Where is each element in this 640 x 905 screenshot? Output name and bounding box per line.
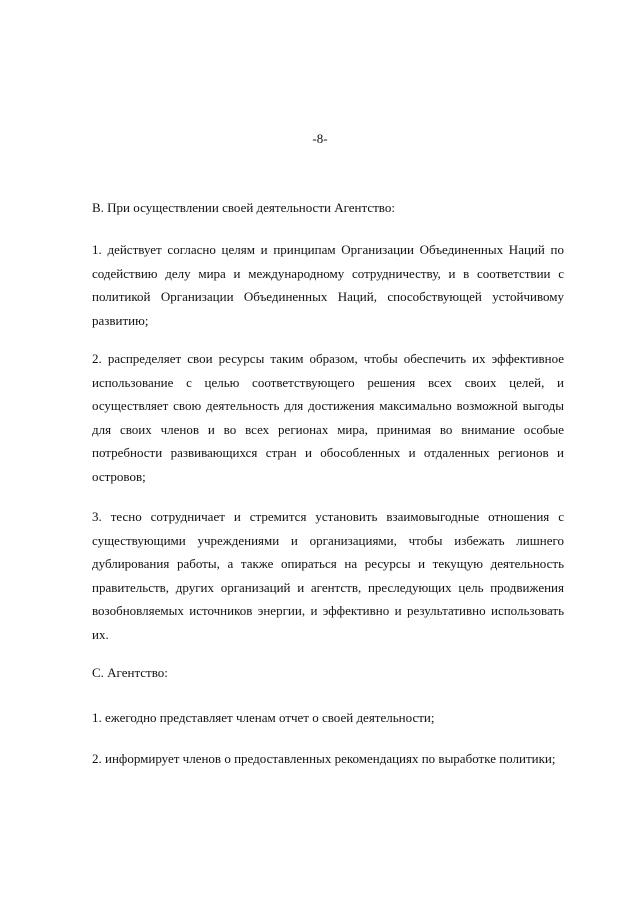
section-c-item-2: 2. информирует членов о предоставленных рекомендациях по выработке политики;	[92, 751, 556, 766]
page-number: -8-	[312, 131, 328, 146]
section-b-heading: B. При осуществлении своей деятельности Агентство:	[92, 200, 395, 215]
section-b-item-3: 3. тесно сотрудничает и стремится установить взаимовыгодные отношения с существующими учреждениями и организациями, чтобы избежать лишнего дублирования работы, а также опираться на ресурсы и текущую деятельность правительств, других организаций и агентств, преследующих цель продвижения возобновляемых источников энергии, и эффективно и результативно использовать их.	[92, 509, 564, 642]
section-c-heading: C. Агентство:	[92, 665, 168, 680]
section-b-item-2: 2. распределяет свои ресурсы таким образом, чтобы обеспечить их эффективное использование с целью соответствующего решения всех своих целей, и осуществляет свою деятельность для достижения максимально возможной выгоды для своих членов и во всех регионах мира, принимая во внимание особые потребности развивающихся стран и обособленных и отдаленных регионов и островов;	[92, 351, 564, 484]
section-b-item-1: 1. действует согласно целям и принципам Организации Объединенных Наций по содействию делу мира и международному сотрудничеству, и в соответствии с политикой Организации Объединенных Наций, способствующей устойчивому развитию;	[92, 242, 564, 328]
section-c-item-1: 1. ежегодно представляет членам отчет о своей деятельности;	[92, 710, 435, 725]
